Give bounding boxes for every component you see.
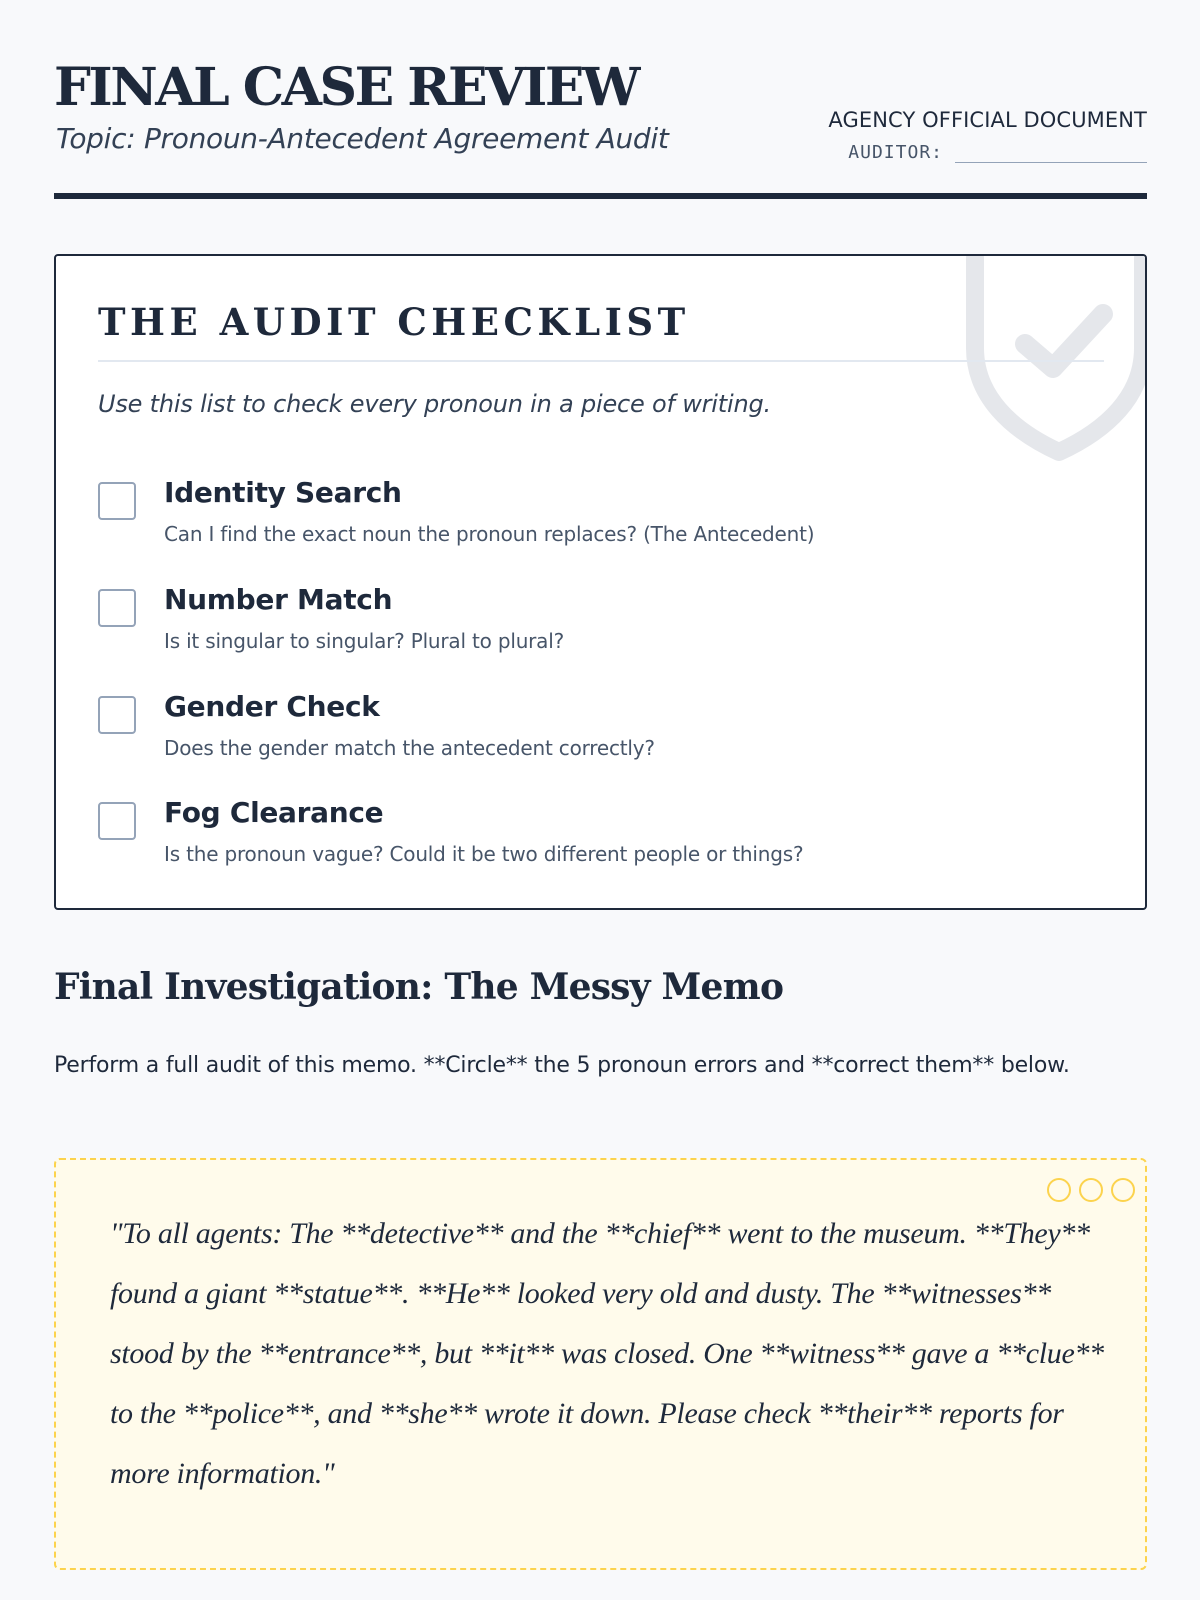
checkbox[interactable] (98, 589, 136, 627)
checklist-item-title: Gender Check (164, 690, 380, 723)
circle-icon (1079, 1178, 1103, 1202)
page-subtitle: Topic: Pronoun-Antecedent Agreement Audit (56, 122, 669, 155)
checklist-item-gender-check (98, 690, 1078, 770)
checkbox[interactable] (98, 696, 136, 734)
checklist-item-description: Is the pronoun vague? Could it be two different people or things? (164, 842, 804, 866)
agency-label: AGENCY OFFICIAL DOCUMENT (828, 108, 1147, 132)
worksheet-page (54, 0, 1147, 1600)
document-header (54, 56, 1147, 200)
checklist-item-description: Can I find the exact noun the pronoun replaces? (The Antecedent) (164, 522, 815, 546)
audit-checklist-card (54, 254, 1147, 910)
checklist-intro: Use this list to check every pronoun in a piece of writing. (98, 390, 771, 418)
checkbox[interactable] (98, 802, 136, 840)
header-divider (54, 193, 1147, 199)
checklist-item-number-match (98, 583, 1078, 663)
investigation-instructions: Perform a full audit of this memo. **Circle** the 5 pronoun errors and **correct them** below. (54, 1053, 1070, 1078)
shield-check-icon (961, 256, 1145, 462)
messy-memo-box (54, 1158, 1147, 1570)
memo-decoration (1039, 1178, 1135, 1204)
checklist-item-title: Number Match (164, 583, 393, 616)
checklist-title-divider (98, 360, 1104, 362)
checklist-item-description: Is it singular to singular? Plural to plural? (164, 629, 565, 653)
investigation-title: Final Investigation: The Messy Memo (54, 966, 784, 1008)
circle-icon (1047, 1178, 1071, 1202)
checklist-item-fog-clearance (98, 796, 1078, 876)
checklist-item-title: Identity Search (164, 476, 402, 509)
checklist-item-description: Does the gender match the antecedent correctly? (164, 736, 655, 760)
auditor-field (848, 142, 1147, 166)
checklist-title: THE AUDIT CHECKLIST (98, 300, 690, 344)
checkbox[interactable] (98, 482, 136, 520)
page-title: FINAL CASE REVIEW (54, 57, 638, 118)
checklist-item-identity-search (98, 476, 1078, 556)
auditor-label: AUDITOR: (848, 142, 943, 163)
circle-icon (1111, 1178, 1135, 1202)
memo-text: "To all agents: The **detective** and the **chief** went to the museum. **They** found a giant **statue**. **He** looked very old and dusty. The **witnesses** stood by the **entrance**, but **it** was closed. One **witness** gave a **clue** to the **police**, and **she** wrote it down. Please check **their** reports for more information." (110, 1217, 1104, 1490)
auditor-signature-line[interactable] (955, 145, 1147, 163)
checklist-item-title: Fog Clearance (164, 796, 384, 829)
